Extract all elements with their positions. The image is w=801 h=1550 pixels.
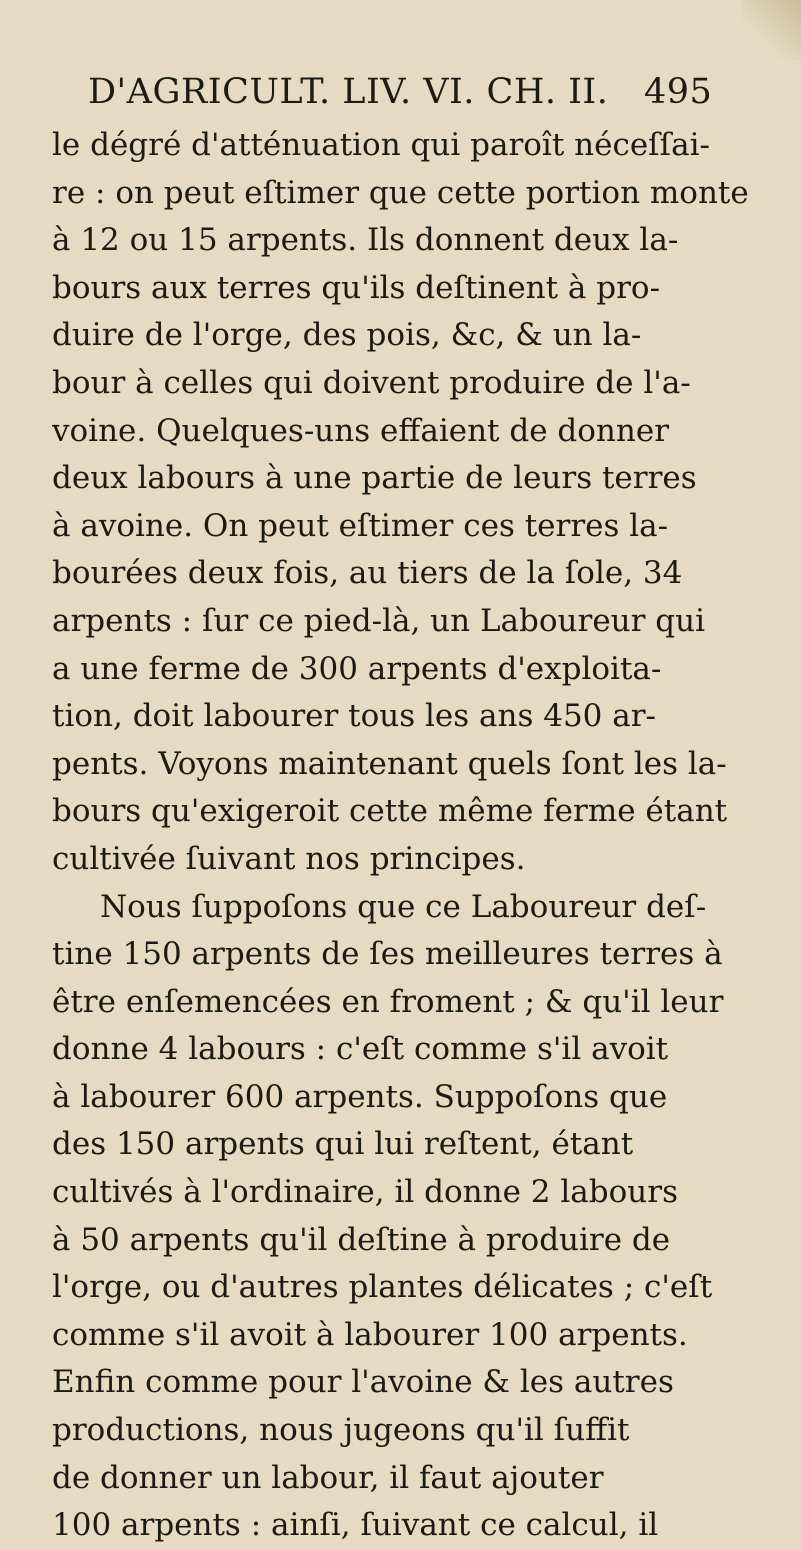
text-line: à avoine. On peut eſtimer ces terres la- [52,507,669,544]
text-line: cultivés à l'ordinaire, il donne 2 labours [52,1174,678,1211]
text-line: a une ferme de 300 arpents d'exploita- [52,650,662,687]
text-line: duire de l'orge, des pois, &c, & un la- [52,317,642,354]
text-line: bour à celles qui doivent produire de l'a- [52,364,691,401]
text-line: bours aux terres qu'ils deſtinent à pro- [52,269,661,306]
running-head [88,72,768,112]
text-line: pents. Voyons maintenant quels ſont les la- [52,745,727,782]
page-number: 495 [644,72,713,112]
text-line: comme s'il avoit à labourer 100 arpents. [52,1316,688,1353]
text-line: cultivée ſuivant nos principes. [52,840,526,877]
text-line: arpents : ſur ce pied-là, un Laboureur qui [52,602,706,639]
text-line: bourées deux fois, au tiers de la ſole, 34 [52,555,683,592]
text-line: productions, nous jugeons qu'il ſuffit [52,1412,630,1449]
text-line: à 50 arpents qu'il deſtine à produire de [52,1221,671,1258]
page-corner-shadow [741,0,801,60]
text-line: Enfin comme pour l'avoine & les autres [52,1364,674,1401]
text-line: l'orge, ou d'autres plantes délicates ; c'eſt [52,1269,713,1306]
text-line: tine 150 arpents de ſes meilleures terres à [52,936,723,973]
text-line: 100 arpents : ainſi, ſuivant ce calcul, il [52,1507,659,1544]
body-text [52,122,782,1550]
text-line: à 12 ou 15 arpents. Ils donnent deux la- [52,222,679,259]
text-line: être enſemencées en froment ; & qu'il leur [52,983,724,1020]
text-line: le dégré d'atténuation qui paroît néceſſai- [52,127,710,163]
paragraph-start-line: Nous ſuppoſons que ce Laboureur deſ- [100,888,707,925]
text-line: voine. Quelques-uns effaient de donner [52,412,670,449]
text-line: donne 4 labours : c'eſt comme s'il avoit [52,1031,669,1068]
running-head-title: D'AGRICULT. LIV. VI. CH. II. [88,72,609,112]
text-line: de donner un labour, il faut ajouter [52,1459,604,1496]
text-line: deux labours à une partie de leurs terres [52,460,697,497]
text-line: tion, doit labourer tous les ans 450 ar- [52,698,657,735]
text-line: des 150 arpents qui lui reſtent, étant [52,1126,634,1163]
text-line: bours qu'exigeroit cette même ferme étant [52,793,728,830]
text-line: à labourer 600 arpents. Suppoſons que [52,1078,668,1115]
text-line: re : on peut eſtimer que cette portion monte [52,174,749,211]
